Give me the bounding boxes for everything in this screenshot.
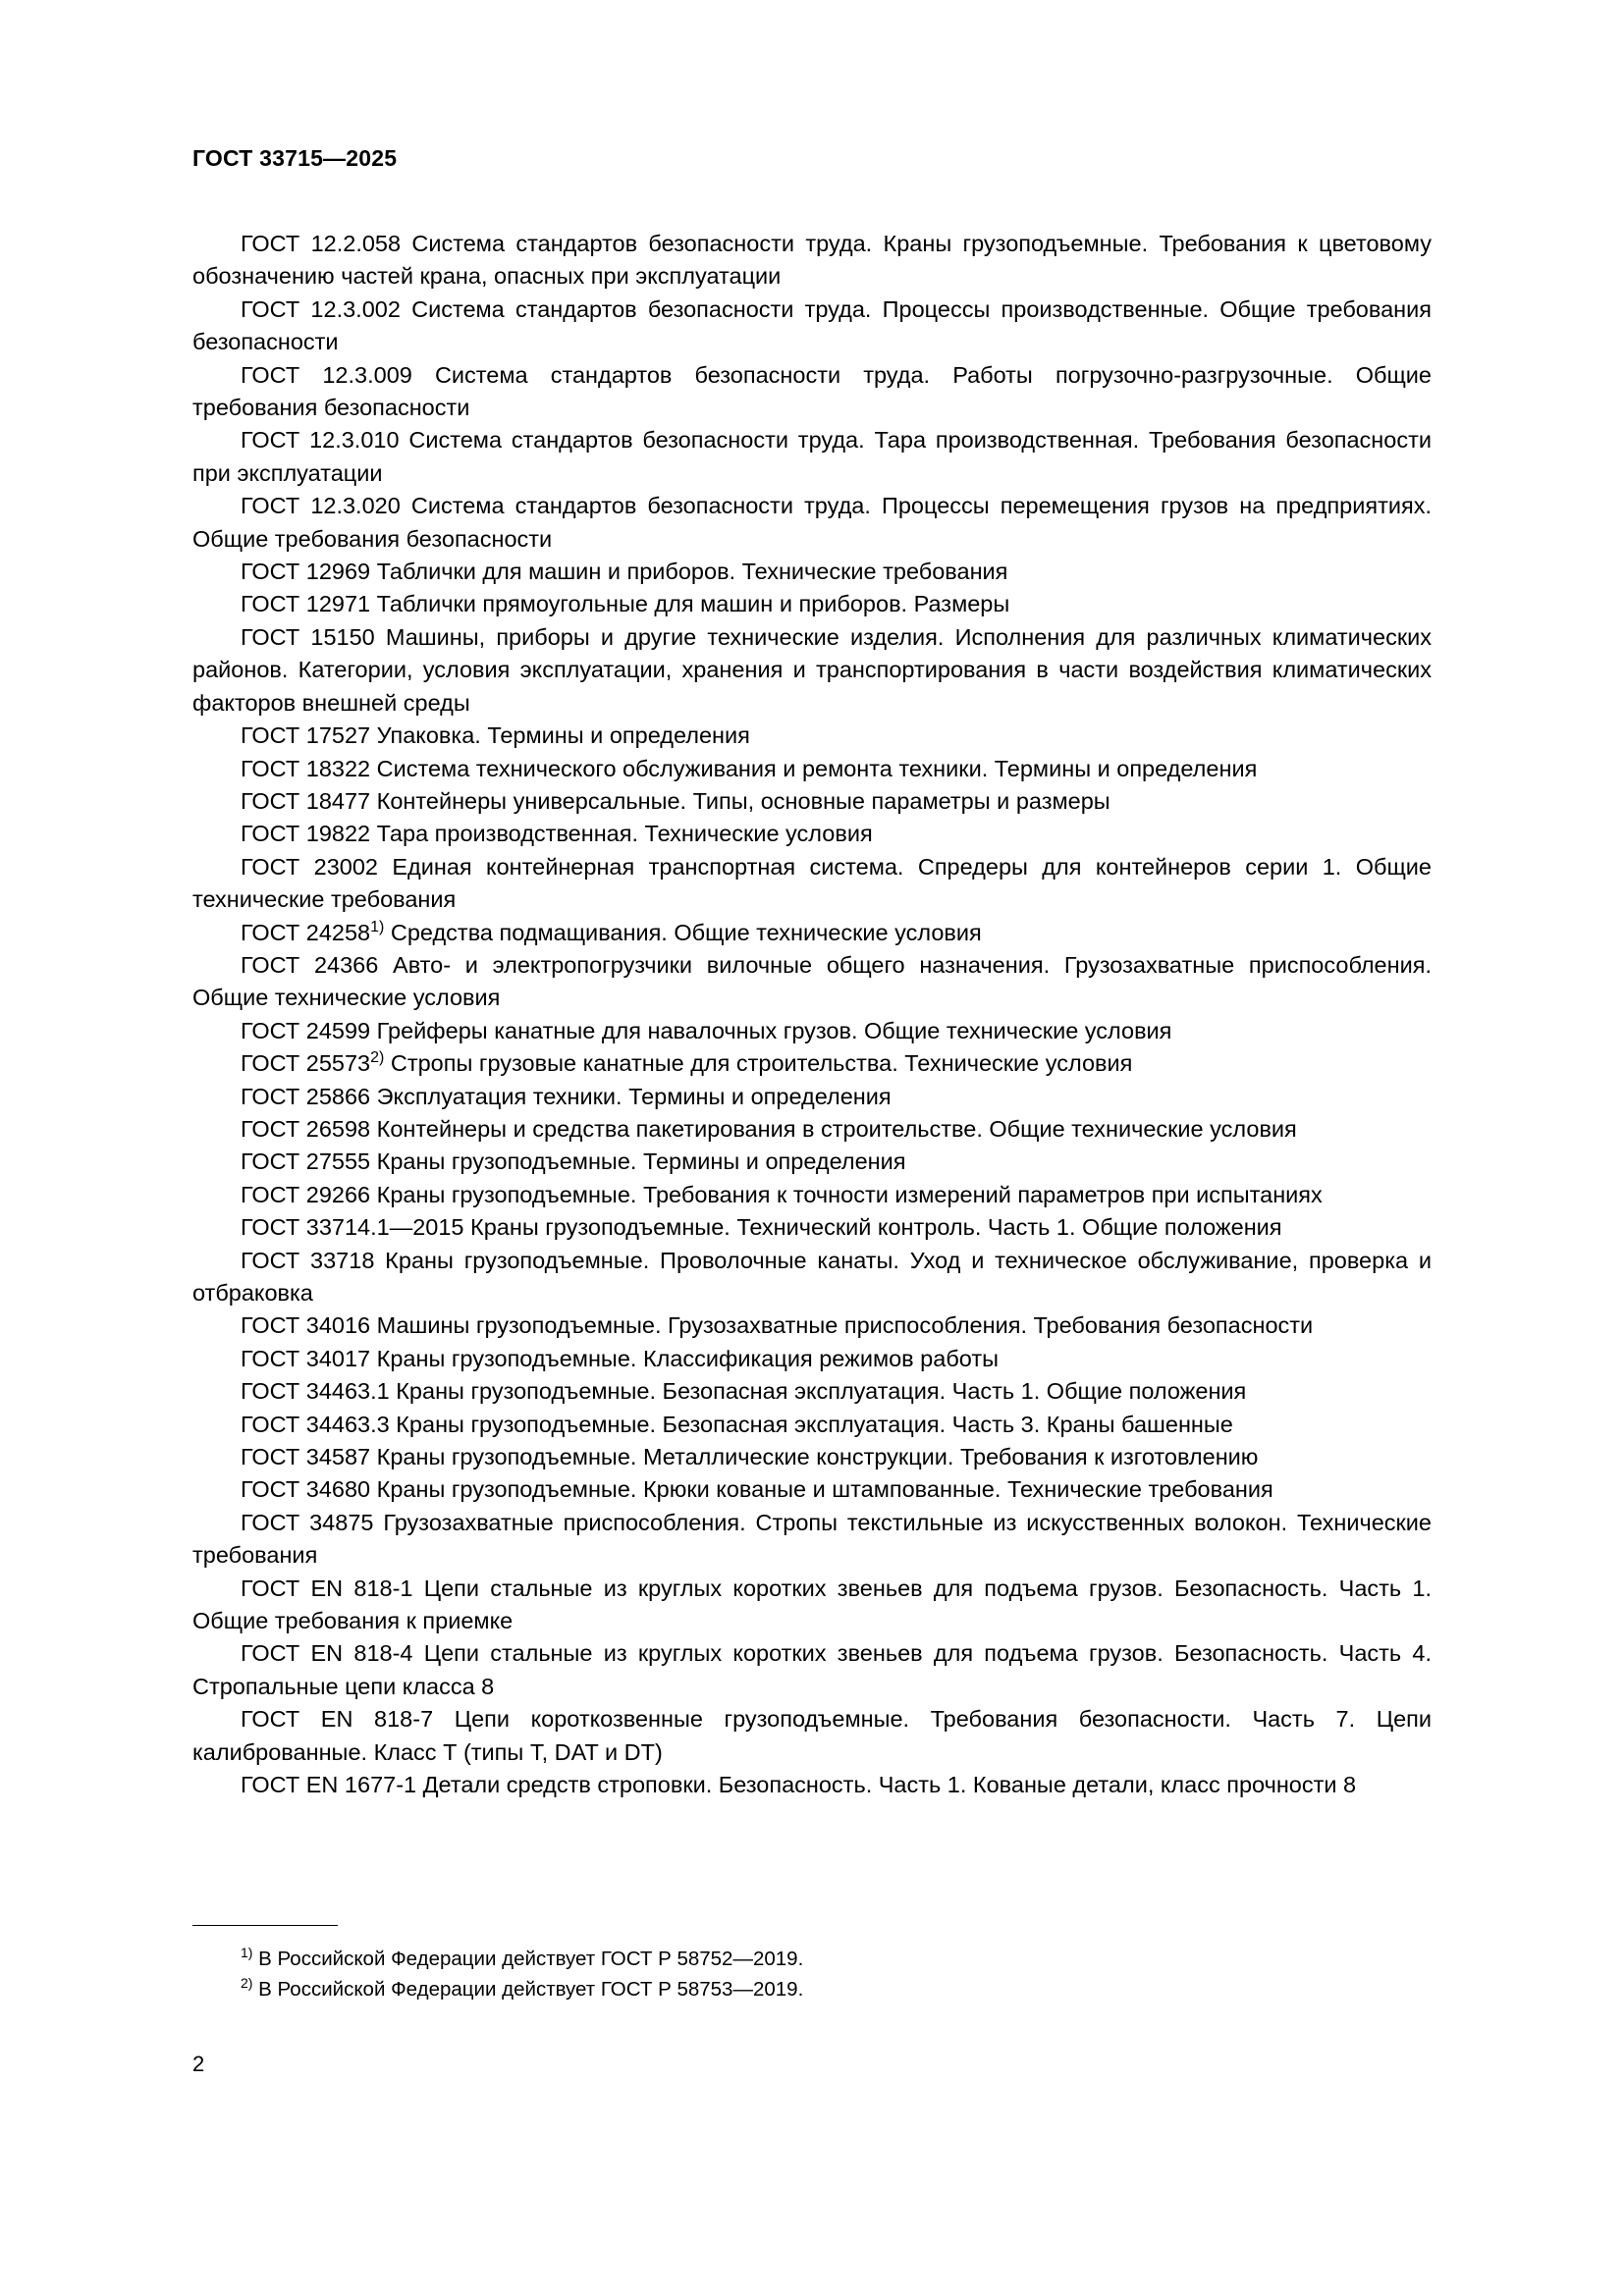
reference-paragraph: ГОСТ 34587 Краны грузоподъемные. Металлические конструкции. Требования к изготовлению xyxy=(241,1444,1259,1470)
reference-paragraph: ГОСТ 34680 Краны грузоподъемные. Крюки кованые и штампованные. Технические требования xyxy=(241,1476,1273,1503)
reference-paragraph: ГОСТ 34017 Краны грузоподъемные. Классификация режимов работы xyxy=(241,1345,999,1371)
reference-prefix: ГОСТ 25573 xyxy=(241,1050,371,1077)
reference-paragraph: ГОСТ 33714.1—2015 Краны грузоподъемные. Технический контроль. Часть 1. Общие положения xyxy=(241,1214,1282,1241)
reference-paragraph: ГОСТ EN 1677-1 Детали средств строповки. Безопасность. Часть 1. Кованые детали, класс прочности 8 xyxy=(241,1772,1357,1798)
reference-paragraph: ГОСТ 12.2.058 Система стандартов безопасности труда. Краны грузоподъемные. Требования к цветовому обозначению частей крана, опасных при эксплуатации xyxy=(192,231,1432,290)
reference-paragraph: ГОСТ 34463.1 Краны грузоподъемные. Безопасная эксплуатация. Часть 1. Общие положения xyxy=(241,1378,1247,1405)
reference-paragraph: ГОСТ EN 818-1 Цепи стальные из круглых коротких звеньев для подъема грузов. Безопасность. Часть 1. Общие требования к приемке xyxy=(192,1575,1432,1634)
reference-paragraph: ГОСТ 23002 Единая контейнерная транспортная система. Спредеры для контейнеров серии 1. Общие технические требования xyxy=(192,853,1432,913)
reference-paragraph: ГОСТ 12.3.002 Система стандартов безопасности труда. Процессы производственные. Общие требования безопасности xyxy=(192,295,1432,355)
footnote-marker-1: 1) xyxy=(241,1945,253,1961)
reference-paragraph: ГОСТ 24599 Грейферы канатные для навалочных грузов. Общие технические условия xyxy=(241,1017,1172,1043)
footnote-block xyxy=(192,1944,1432,2004)
reference-paragraph: ГОСТ 29266 Краны грузоподъемные. Требования к точности измерений параметров при испытаниях xyxy=(241,1181,1323,1207)
reference-paragraph-25573 xyxy=(192,1047,1432,1080)
reference-paragraph: ГОСТ 12.3.010 Система стандартов безопасности труда. Тара производственная. Требования безопасности при эксплуатации xyxy=(192,427,1432,486)
reference-paragraph: ГОСТ 24366 Авто- и электропогрузчики вилочные общего назначения. Грузозахватные приспособления. Общие технические условия xyxy=(192,951,1432,1011)
reference-paragraph: ГОСТ 34875 Грузозахватные приспособления. Стропы текстильные из искусственных волокон. Технические требования xyxy=(192,1509,1432,1569)
reference-paragraph: ГОСТ 27555 Краны грузоподъемные. Термины и определения xyxy=(241,1148,906,1175)
document-body xyxy=(192,228,1432,1802)
page-header: ГОСТ 33715—2025 xyxy=(192,145,398,171)
footnote-marker-2: 2) xyxy=(241,1975,253,1992)
reference-paragraph: ГОСТ 33718 Краны грузоподъемные. Проволочные канаты. Уход и техническое обслуживание, проверка и отбраковка xyxy=(192,1247,1432,1306)
reference-paragraph: ГОСТ 18477 Контейнеры универсальные. Типы, основные параметры и размеры xyxy=(241,787,1110,814)
reference-paragraph: ГОСТ 12971 Таблички прямоугольные для машин и приборов. Размеры xyxy=(241,591,1010,617)
reference-paragraph: ГОСТ 15150 Машины, приборы и другие технические изделия. Исполнения для различных климатических районов. Категории, условия эксплуатации, хранения и транспортирования в части воздействия климатических факторов внешней среды xyxy=(192,623,1432,716)
reference-paragraph: ГОСТ 19822 Тара производственная. Технические условия xyxy=(241,821,873,847)
reference-prefix: ГОСТ 24258 xyxy=(241,919,371,945)
page-number: 2 xyxy=(192,2052,205,2076)
reference-suffix: Средства подмащивания. Общие технические условия xyxy=(384,919,982,945)
reference-suffix: Стропы грузовые канатные для строительства. Технические условия xyxy=(384,1050,1133,1077)
reference-paragraph: ГОСТ 12.3.009 Система стандартов безопасности труда. Работы погрузочно-разгрузочные. Общие требования безопасности xyxy=(192,361,1432,421)
reference-paragraph: ГОСТ EN 818-7 Цепи короткозвенные грузоподъемные. Требования безопасности. Часть 7. Цепи калиброванные. Класс Т (типы Т, DAT и DT) xyxy=(192,1706,1432,1765)
footnote-marker-1: 1) xyxy=(370,918,385,935)
reference-paragraph: ГОСТ 12969 Таблички для машин и приборов. Технические требования xyxy=(241,559,1008,585)
reference-paragraph: ГОСТ 12.3.020 Система стандартов безопасности труда. Процессы перемещения грузов на предприятиях. Общие требования безопасности xyxy=(192,493,1432,552)
footnote-item xyxy=(192,1974,1432,2004)
footnote-separator xyxy=(192,1925,338,1926)
reference-paragraph: ГОСТ 34016 Машины грузоподъемные. Грузозахватные приспособления. Требования безопасности xyxy=(241,1312,1314,1339)
footnote-marker-2: 2) xyxy=(370,1049,385,1067)
reference-paragraph: ГОСТ 26598 Контейнеры и средства пакетирования в строительстве. Общие технические условия xyxy=(241,1115,1297,1142)
reference-paragraph: ГОСТ 34463.3 Краны грузоподъемные. Безопасная эксплуатация. Часть 3. Краны башенные xyxy=(241,1411,1233,1437)
reference-paragraph: ГОСТ EN 818-4 Цепи стальные из круглых коротких звеньев для подъема грузов. Безопасность. Часть 4. Стропальные цепи класса 8 xyxy=(192,1640,1432,1699)
reference-paragraph: ГОСТ 17527 Упаковка. Термины и определения xyxy=(241,722,750,749)
footnote-text: В Российской Федерации действует ГОСТ Р 58753—2019. xyxy=(252,1978,804,2001)
footnote-item xyxy=(192,1944,1432,1974)
reference-paragraph: ГОСТ 18322 Система технического обслуживания и ремонта техники. Термины и определения xyxy=(241,755,1258,781)
reference-paragraph-24258 xyxy=(192,917,1432,949)
footnote-text: В Российской Федерации действует ГОСТ Р 58752—2019. xyxy=(252,1948,804,1970)
reference-paragraph: ГОСТ 25866 Эксплуатация техники. Термины и определения xyxy=(241,1083,892,1109)
